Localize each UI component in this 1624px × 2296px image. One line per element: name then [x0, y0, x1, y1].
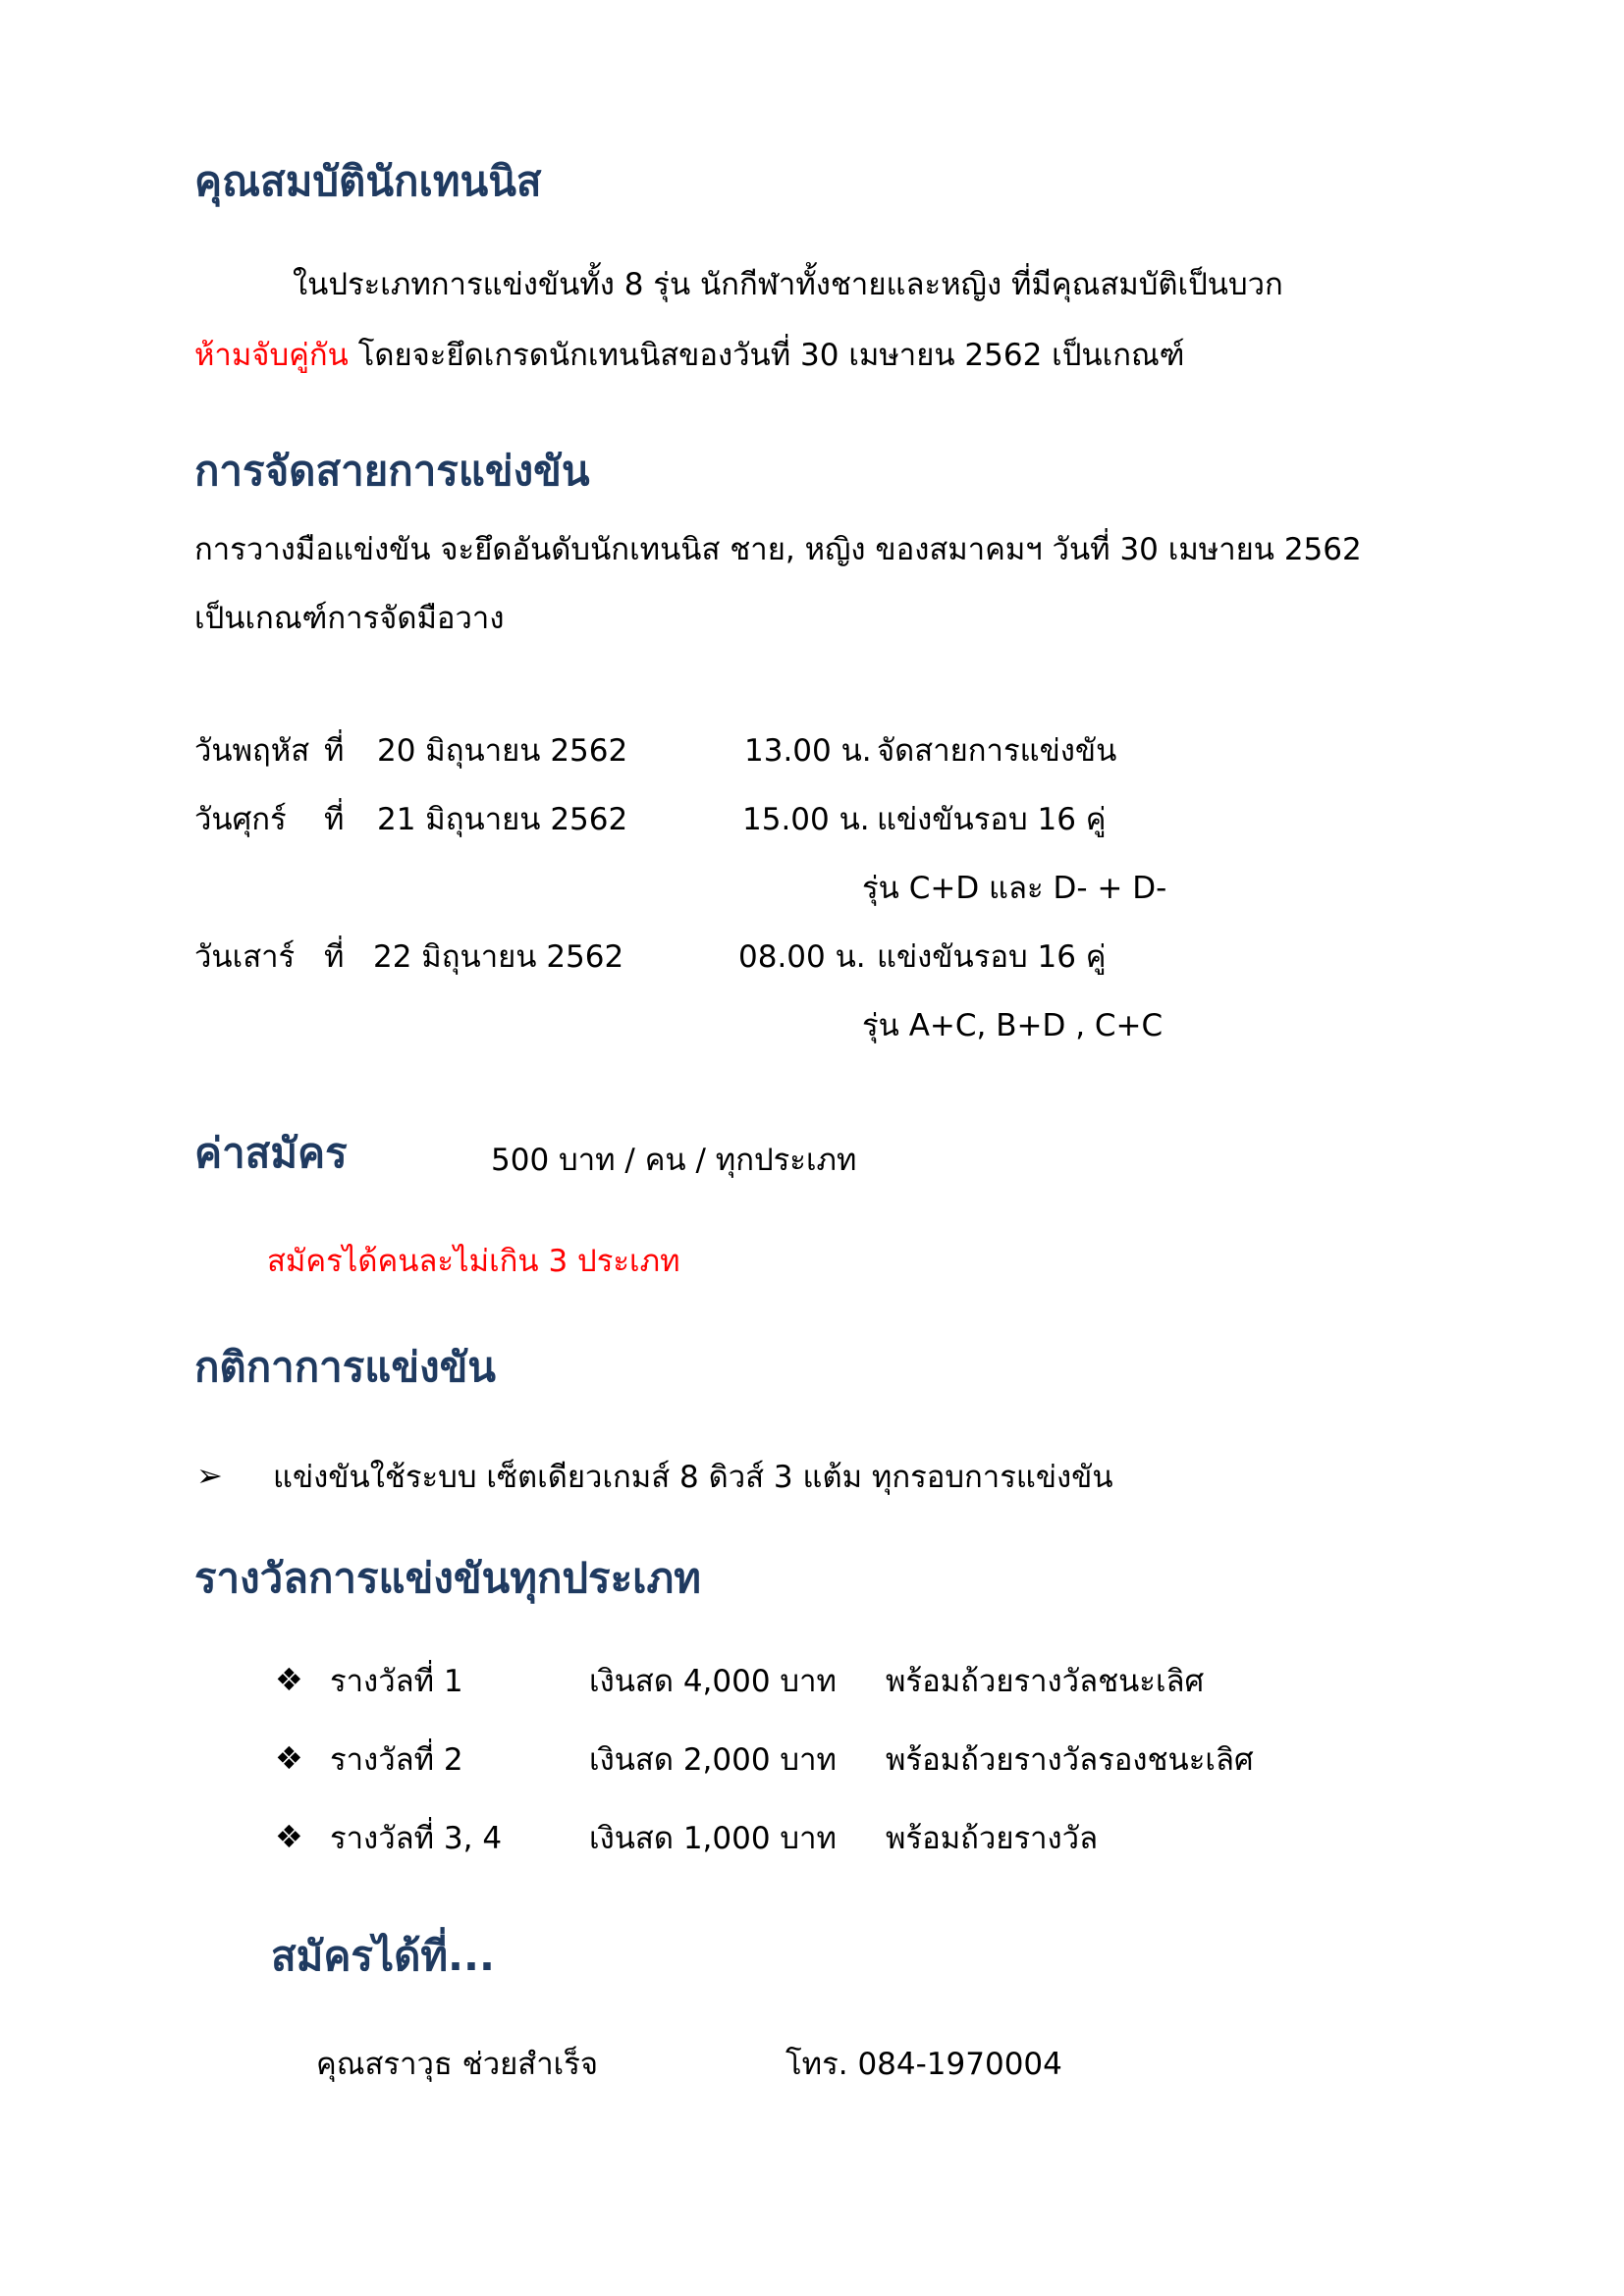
prize-cash: เงินสด 1,000 บาท: [589, 1821, 837, 1856]
prize-cash: เงินสด 2,000 บาท: [589, 1742, 837, 1778]
prize-cash: เงินสด 4,000 บาท: [589, 1664, 837, 1699]
schedule-day: วันเสาร์: [194, 939, 296, 975]
schedule-date: 20 มิถุนายน 2562: [377, 733, 628, 769]
draw-line-1: การวางมือแข่งขัน จะยึดอันดับนักเทนนิส ชาย, หญิง ของสมาคมฯ วันที่ 30 เมษายน 2562: [194, 532, 1362, 567]
qualifications-line-2-text: โดยจะยึดเกรดนักเทนนิสของวันที่ 30 เมษายน 2562 เป็นเกณฑ์: [357, 338, 1185, 373]
fee-limit: สมัครได้คนละไม่เกิน 3 ประเภท: [267, 1244, 680, 1279]
prize-rank: รางวัลที่ 3, 4: [330, 1821, 503, 1856]
schedule-date: 22 มิถุนายน 2562: [373, 939, 624, 975]
schedule-day: วันพฤหัส: [194, 733, 310, 769]
diamond-bullet-icon: ❖: [275, 1818, 303, 1855]
prize-extra: พร้อมถ้วยรางวัลรองชนะเลิศ: [886, 1742, 1254, 1778]
schedule-thi: ที่: [324, 733, 345, 769]
rules-item: แข่งขันใช้ระบบ เซ็ตเดียวเกมส์ 8 ดิวส์ 3 แต้ม ทุกรอบการแข่งขัน: [273, 1460, 1113, 1495]
schedule-date: 21 มิถุนายน 2562: [377, 802, 628, 837]
contact-name: คุณสราวุธ ช่วยสำเร็จ: [316, 2047, 599, 2082]
schedule-event: แข่งขันรอบ 16 คู่: [877, 802, 1107, 837]
prize-rank: รางวัลที่ 2: [330, 1742, 463, 1778]
draw-line-2: เป็นเกณฑ์การจัดมือวาง: [194, 601, 505, 636]
prize-extra: พร้อมถ้วยรางวัลชนะเลิศ: [886, 1664, 1205, 1699]
fee-amount: 500 บาท / คน / ทุกประเภท: [491, 1143, 857, 1178]
schedule-thi: ที่: [324, 939, 345, 975]
contact-phone: โทร. 084-1970004: [785, 2047, 1062, 2082]
prize-extra: พร้อมถ้วยรางวัล: [886, 1821, 1099, 1856]
qualifications-line-2: [194, 336, 1184, 375]
qualifications-line-1: ในประเภทการแข่งขันทั้ง 8 รุ่น นักกีฬาทั้งชายและหญิง ที่มีคุณสมบัติเป็นบวก: [293, 267, 1283, 302]
qualifications-heading: คุณสมบัตินักเทนนิส: [194, 157, 542, 205]
no-pairing-warning: ห้ามจับคู่กัน: [194, 338, 349, 373]
rules-heading: กติกาการแข่งขัน: [194, 1343, 497, 1391]
schedule-event: จัดสายการแข่งขัน: [877, 733, 1117, 769]
schedule-time: 08.00 น.: [738, 939, 866, 975]
register-heading: สมัครได้ที่...: [271, 1932, 495, 1980]
prizes-heading: รางวัลการแข่งขันทุกประเภท: [194, 1554, 701, 1602]
diamond-bullet-icon: ❖: [275, 1739, 303, 1777]
prize-rank: รางวัลที่ 1: [330, 1664, 463, 1699]
schedule-time: 15.00 น.: [742, 802, 870, 837]
fee-heading: ค่าสมัคร: [194, 1129, 348, 1177]
schedule-sub: รุ่น C+D และ D- + D-: [862, 871, 1167, 906]
diamond-bullet-icon: ❖: [275, 1661, 303, 1698]
schedule-time: 13.00 น.: [744, 733, 872, 769]
schedule-thi: ที่: [324, 802, 345, 837]
schedule-sub: รุ่น A+C, B+D , C+C: [862, 1008, 1164, 1043]
schedule-event: แข่งขันรอบ 16 คู่: [877, 939, 1107, 975]
arrowhead-bullet-icon: ➢: [196, 1457, 223, 1494]
draw-heading: การจัดสายการแข่งขัน: [194, 447, 590, 495]
schedule-day: วันศุกร์: [194, 802, 287, 837]
